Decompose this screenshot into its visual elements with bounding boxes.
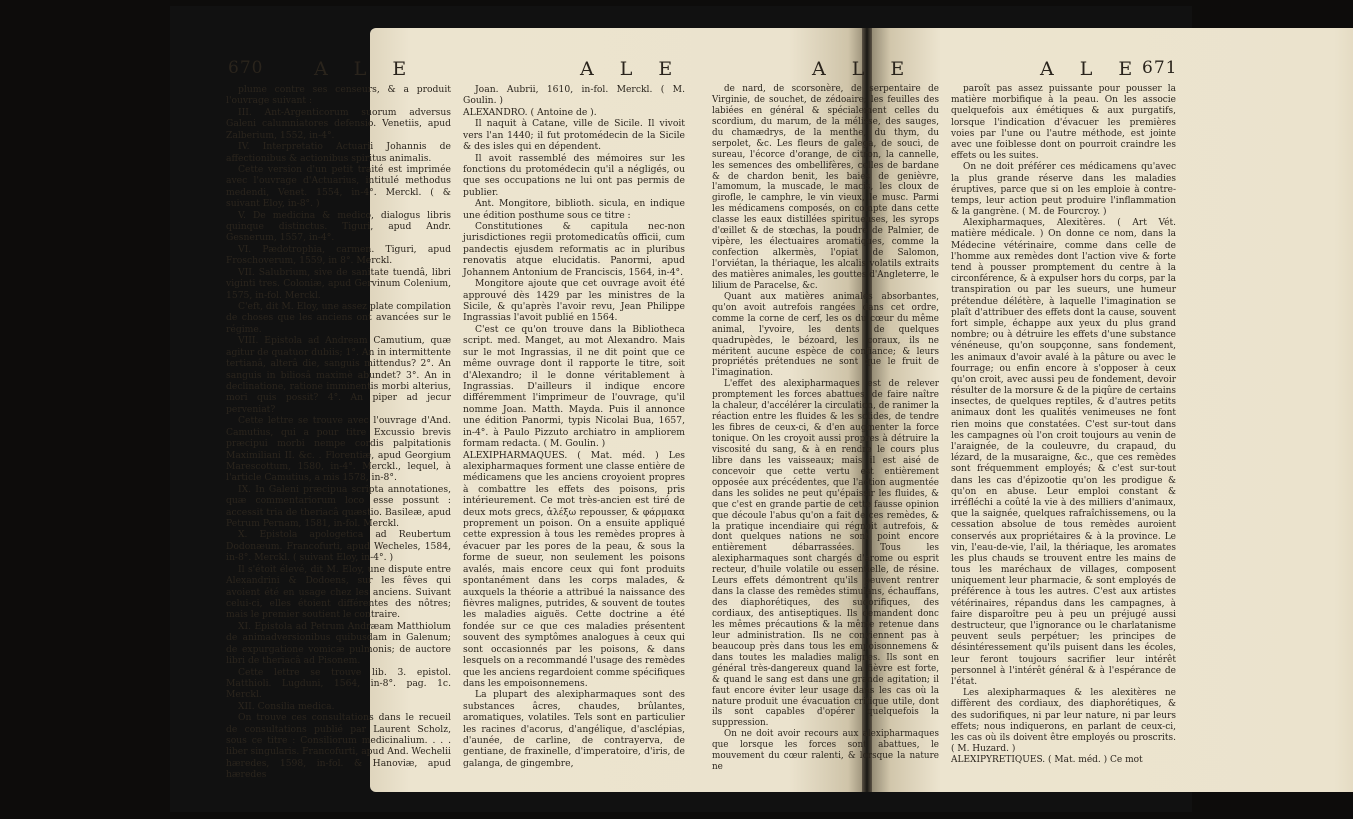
text-paragraph: On ne doit avoir recours aux alexipharmaques que lorsque les forces sont abattues, le mouvement du cœur ralenti, & lorsque la nature ne	[712, 729, 939, 773]
text-paragraph: On trouve ces consultations dans le recueil de consultations publié par Laurent Scholz, sous ce titre : Consiliorum medicinalium. . . . liber singularis. Francofurti, apud And. Wechelii hæredes, 1598, in-fol. & Hanoviæ, apud hæredes	[226, 712, 451, 781]
text-paragraph: V. De medicina & medico, dialogus libris quinque distinctus. Tiguri, apud Andr. Gesnerum, 1557, in-4°.	[226, 209, 451, 244]
text-paragraph: L'effet des alexipharmaques est de relever promptement les forces abattues, de faire naître la chaleur, d'accélérer la circulation, de ranimer la réaction entre les fluides & les solides, de tendre les fibres de ceux-ci, & d'en augmenter la force tonique. On les croyoit aussi propres à détruire la viscosité du sang, & à en rendre le cours plus libre dans les vaisseaux; mais il est aisé de concevoir que cette vertu est entièrement opposée aux précédentes, que l'action augmentée dans les solides ne peut qu'épaissir les fluides, & que c'est en grande partie de cette fausse opinion que découle l'abus qu'on a fait de ces remèdes, & la pratique incendiaire qui régnoit autrefois, & dont quelques nations ne sont point encore entièrement débarrassées. Tous les alexipharmaques sont chargés d'arome ou esprit recteur, d'huile volatile ou essentielle, de résine. Leurs effets démontrent qu'ils peuvent rentrer dans la classe des remèdes stimulans, échauffans, des diaphorétiques, des sudorifiques, des cordiaux, des antiseptiques. Ils demandent donc les mêmes précautions & la même retenue dans leur administration. Ils ne conviennent pas à beaucoup près dans tous les empoisonnemens & dans toutes les maladies malignes. Ils sont en général très-dangereux quand la fièvre est forte, & quand le sang est dans une grande agitation; il faut encore éviter leur usage dans les cas où la nature produit une évacuation critique utile, dont ils sont capables d'opérer quelquefois la suppression.	[712, 379, 939, 729]
right-running-head-right: A L E	[1040, 58, 1143, 80]
text-paragraph: Cette lettre se trouve avec l'ouvrage d'And. Camutius, qui a pour titre Excussio brevis præcipui morbi nempe cordis palpitationis Maximiliani II. &c. . Florentiæ, apud Georgium Marescottum, 1580, in-4°. Merckl., lequel, à l'article Camutius, a mis 1578, in-8°.	[226, 415, 451, 484]
text-paragraph: X. Epistola apologetica ad Reubertum Dodonæum. Francofurti, apud Wecheles, 1584, in-8°. Merckl. ( suivant Eloy, in-4°. )	[226, 529, 451, 564]
left-page-number: 670	[228, 58, 264, 78]
text-paragraph: ALEXIPYRETIQUES. ( Mat. méd. ) Ce mot	[951, 755, 1143, 766]
left-running-head: A L E	[314, 58, 417, 80]
left-running-head-right: A L E	[580, 58, 683, 80]
left-page-column-2	[463, 84, 685, 784]
text-paragraph: Joan. Aubrii, 1610, in-fol. Merckl. ( M. Goulin. )	[463, 84, 685, 107]
text-paragraph: Les alexipharmaques & les alexitères ne diffèrent des cordiaux, des diaphorétiques, & des sudorifiques, ni par leur nature, ni par leurs effets; nous indiquerons, en parlant de ceux-ci, les cas où ils doivent être employés ou proscrits. ( M. Huzard. )	[951, 688, 1176, 755]
text-paragraph: XI. Epistola ad Petrum Andræam Matthiolum de animadversionibus quibusdam in Galenum; de expurgatione vomicæ pulmonis; de auctore libri de theriacâ ad Pisonem.	[226, 620, 451, 667]
right-page-column-1	[712, 84, 939, 784]
text-paragraph: ALEXIPHARMAQUES. ( Mat. méd. ) Les alexipharmaques forment une classe entière de médicamens que les anciens croyoient propres à combattre les effets des poisons, pris intérieurement. Ce mot très-ancien est tiré de deux mots grecs, ἀλέξω repousser, & φάρμακα proprement un poison. On a ensuite appliqué cette expression à tous les remèdes propres à évacuer par les pores de la peau, & sous la forme de sueur, non seulement les poisons avalés, mais encore ceux qui font produits spontanément dans les corps malades, & auxquels la théorie a attribué la naissance des fièvres malignes, putrides, & souvent de toutes les maladies aiguës. Cette doctrine a été fondée sur ce que ces maladies présentent souvent des symptômes analogues à ceux qui sont occasionnés par les poisons, & dans lesquels on a recommandé l'usage des remèdes que les anciens regardoient comme spécifiques dans les empoisonnemens.	[463, 449, 686, 689]
text-paragraph: Il avoit rassemblé des mémoires sur les fonctions du protomédecin qu'il a négligés, ou que ses occupations ne lui ont pas permis de publier.	[463, 152, 685, 198]
text-paragraph: VI. Pædotrophia, carmen. Tiguri, apud Froschoverum, 1559, in 8°. Merckl.	[226, 243, 451, 267]
right-page-number: 671	[1142, 58, 1178, 78]
text-paragraph: Il naquit à Catane, ville de Sicile. Il vivoit vers l'an 1440; il fut protomédecin de la Sicile & des isles qui en dépendent.	[463, 118, 685, 153]
right-page-column-2	[951, 84, 1176, 784]
text-paragraph: paroît pas assez puissante pour pousser la matière morbifique à la peau. On les associe quelquefois aux émétiques & aux purgatifs, lorsque l'indication d'évacuer les premières voies par l'une ou l'autre méthode, est jointe avec une foiblesse dont on pourroit craindre les effets ou les suites.	[951, 84, 1176, 162]
text-paragraph: III. Ant-Argenticorum suorum adversus Galeni calumniatores defensio. Venetiis, apud Zalberium, 1552, in-4°.	[226, 106, 451, 141]
text-paragraph: ALEXANDRO. ( Antoine de ).	[463, 106, 597, 118]
text-paragraph: Ant. Mongitore, biblioth. sicula, en indique une édition posthume sous ce titre :	[463, 198, 685, 221]
text-paragraph: Quant aux matières animales absorbantes, qu'on avoit autrefois rangées dans cet ordre, comme la corne de cerf, les os du cœur du même animal, l'yvoire, les dents de quelques quadrupèdes, le bézoard, les coraux, ils ne méritent aucune espèce de confiance; & leurs propriétés prétendues ne sont que le fruit de l'imagination.	[712, 291, 939, 379]
text-paragraph: C'eft, dit M. Eloy, une assez plate compilation de choses que les anciens ont avancées sur le régime.	[226, 301, 451, 335]
right-running-head: A L E	[812, 58, 915, 80]
text-paragraph: IX. In Galeni præcipua scripta annotationes, quæ commentariorum loco esse possunt : accessit tria de theriacâ quæstio. Basileæ, apud Petrum Pernam, 1581, in-fol. Merckl.	[226, 483, 451, 530]
text-paragraph: Il s'étoit élevé, dit M. Eloy, une dispute entre Alexandrini & Dodoens, sur les fêves qui avoient été en usage chez les anciens. Suivant celui-ci, elles étoient différentes des nôtres; mais le premier soutient le contraire.	[226, 563, 451, 621]
text-paragraph: VII. Salubrium, sive de sanitate tuendâ, libri viginti tres. Coloniæ, apud Gervinum Colenium, 1575, in-fol. Merckl.	[226, 266, 451, 301]
text-paragraph: Mongitore ajoute que cet ouvrage avoit été approuvé dès 1429 par les ministres de la Sicile, & qu'après l'avoir revu, Jean Philippe Ingrassias l'avoit publié en 1564.	[463, 278, 685, 324]
text-paragraph: La plupart des alexipharmaques sont des substances âcres, chaudes, brûlantes, aromatiques, volatiles. Tels sont en particulier les racines d'acorus, d'angélique, d'asclépias, d'aunée, de carline, de contrayerva, de gentiane, de fraxinelle, d'imperatoire, d'iris, de galanga, de gingembre,	[463, 689, 685, 769]
text-paragraph: de nard, de scorsonère, de serpentaire de Virginie, de souchet, de zédoaire; les feuilles des labiées en général & spécialement celles du scordium, du marum, de la mélisse, des sauges, du chamædrys, de la menthe, du thym, du serpolet, &c. Les fleurs de galega, de souci, de sureau, l'écorce d'orange, de citron, la cannelle, les semences des ombellifères, celles de bardane & de chardon benit, les baies de genièvre, l'amomum, la muscade, le macis, les cloux de girofle, le camphre, le vin vieux, le musc. Parmi les médicamens composés, on compte dans cette classe les eaux distillées spiritueuses, les syrops d'œillet & de stœchas, la poudre de Palmier, de vipère, les électuaires aromatiques, comme la confection alkermès, l'opiat de Salomon, l'orviétan, la thériaque, les alcalis volatils extraits des matières animales, les gouttes d'Angleterre, le lilium de Paracelse, &c.	[712, 84, 939, 291]
text-paragraph: IV. Interpretatio Actuarii Johannis de affectionibus & actionibus spiritus animalis.	[226, 141, 451, 164]
text-paragraph: plume contre ses censeurs, & a produit l'ouvrage suivant :	[226, 84, 451, 107]
text-paragraph: C'est ce qu'on trouve dans la Bibliotheca script. med. Manget, au mot Alexandro. Mais sur le mot Ingrassias, il ne dit point que ce même ouvrage dont il rapporte le titre, soit d'Alexandro; il le donne véritablement à Ingrassias. D'ailleurs il indique encore différemment l'imprimeur de l'ouvrage, qu'il nomme Joan. Matth. Mayda. Puis il annonce une édition Panormi, typis Nicolai Bua, 1657, in-4°. à Paulo Pizzuto archiatro in ampliorem formam redacta. ( M. Goulin. )	[463, 323, 685, 450]
text-paragraph: Constitutiones & capitula nec-non jurisdictiones regii protomedicatûs officii, cum pandectis ejusdem reformatis ac in pluribus renovatis atque elucidatis. Panormi, apud Johannem Antonium de Franciscis, 1564, in-4°.	[463, 221, 685, 278]
text-paragraph: XII. Consilia medica.	[238, 700, 335, 712]
text-paragraph: VIII. Epistola ad Andream Camutium, quæ agitur de quatuor dubiis; 1°. An in intermittente tertianâ, alterâ die, sanguis mittendus? 2°. An sanguis in biliosâ maximè abundet? 3°. An in declinatione, ratione imminentis morbi alterius, mori quis possit? 4°. An piper ad jecur perveniat?	[226, 335, 451, 415]
text-paragraph: On ne doit préférer ces médicamens qu'avec la plus grande réserve dans les maladies éruptives, parce que si on les emploie à contre-temps, leur action peut produire l'inflammation & la gangrène. ( M. de Fourcroy. )	[951, 162, 1176, 218]
text-paragraph: Cette lettre se trouve lib. 3. epistol. Matthioli. Lugduni, 1564, in-8°. pag. 1c. Merckl.	[226, 666, 451, 701]
left-page-column-1	[226, 84, 451, 784]
text-paragraph: Alexipharmaques, Alexitères. ( Art Vét. matière médicale. ) On donne ce nom, dans la Médecine vétérinaire, comme dans celle de l'homme aux remèdes dont l'action vive & forte tend à pousser promptement du centre à la circonférence, & à expulser hors du corps, par la transpiration ou par les sueurs, une humeur prétendue délétère, à laquelle l'imagination se plaît d'attribuer des effets dont la cause, souvent fort simple, échappe aux yeux du plus grand nombre; ou à détruire les effets d'une substance vénéneuse, qu'on soupçonne, sans fondement, les animaux d'avoir avalé à la pâture ou avec le fourrage; ou enfin encore à s'opposer à ceux qu'on croit, avec aussi peu de fondement, devoir résulter de la morsure & de la piqûre de certains insectes, de quelques reptiles, & d'autres petits animaux dont les qualités venimeuses ne font rien moins que constatées. C'est sur-tout dans les campagnes où l'on croit toujours au venin de l'araignée, de la couleuvre, du crapaud, du lézard, de la musaraigne, &c., que ces remèdes sont fréquemment employés; & c'est sur-tout dans les cas d'épizootie qu'on les prodigue & qu'on en abuse. Leur emploi constant & irréfléchi a coûté la vie à des milliers d'animaux, que la saignée, quelques rafraîchissemens, ou la cessation absolue de tous remèdes auroient conservés aux propriétaires & à la province. Le vin, l'eau-de-vie, l'ail, la thériaque, les aromates les plus chauds se trouvent entre les mains de tous les maréchaux de villages, composent uniquement leur pharmacie, & sont employés de préférence à tous les autres. C'est aux artistes vétérinaires, répandus dans les campagnes, à faire disparoître peu à peu un préjugé aussi destructeur, que l'ignorance ou le charlatanisme peuvent seuls perpétuer; les principes de désintéressement qu'ils puisent dans les écoles, leur feront toujours sacrifier leur intérêt personnel à l'intérêt général & à l'espérance de l'état.	[951, 218, 1176, 687]
text-paragraph: Cette version d'un petit traité est imprimée avec l'ouvrage d'Actuarius, intitulé methodus medendi, Venet. 1554, in-4°. Merckl. ( & suivant Eloy, in-8°. )	[226, 163, 451, 210]
